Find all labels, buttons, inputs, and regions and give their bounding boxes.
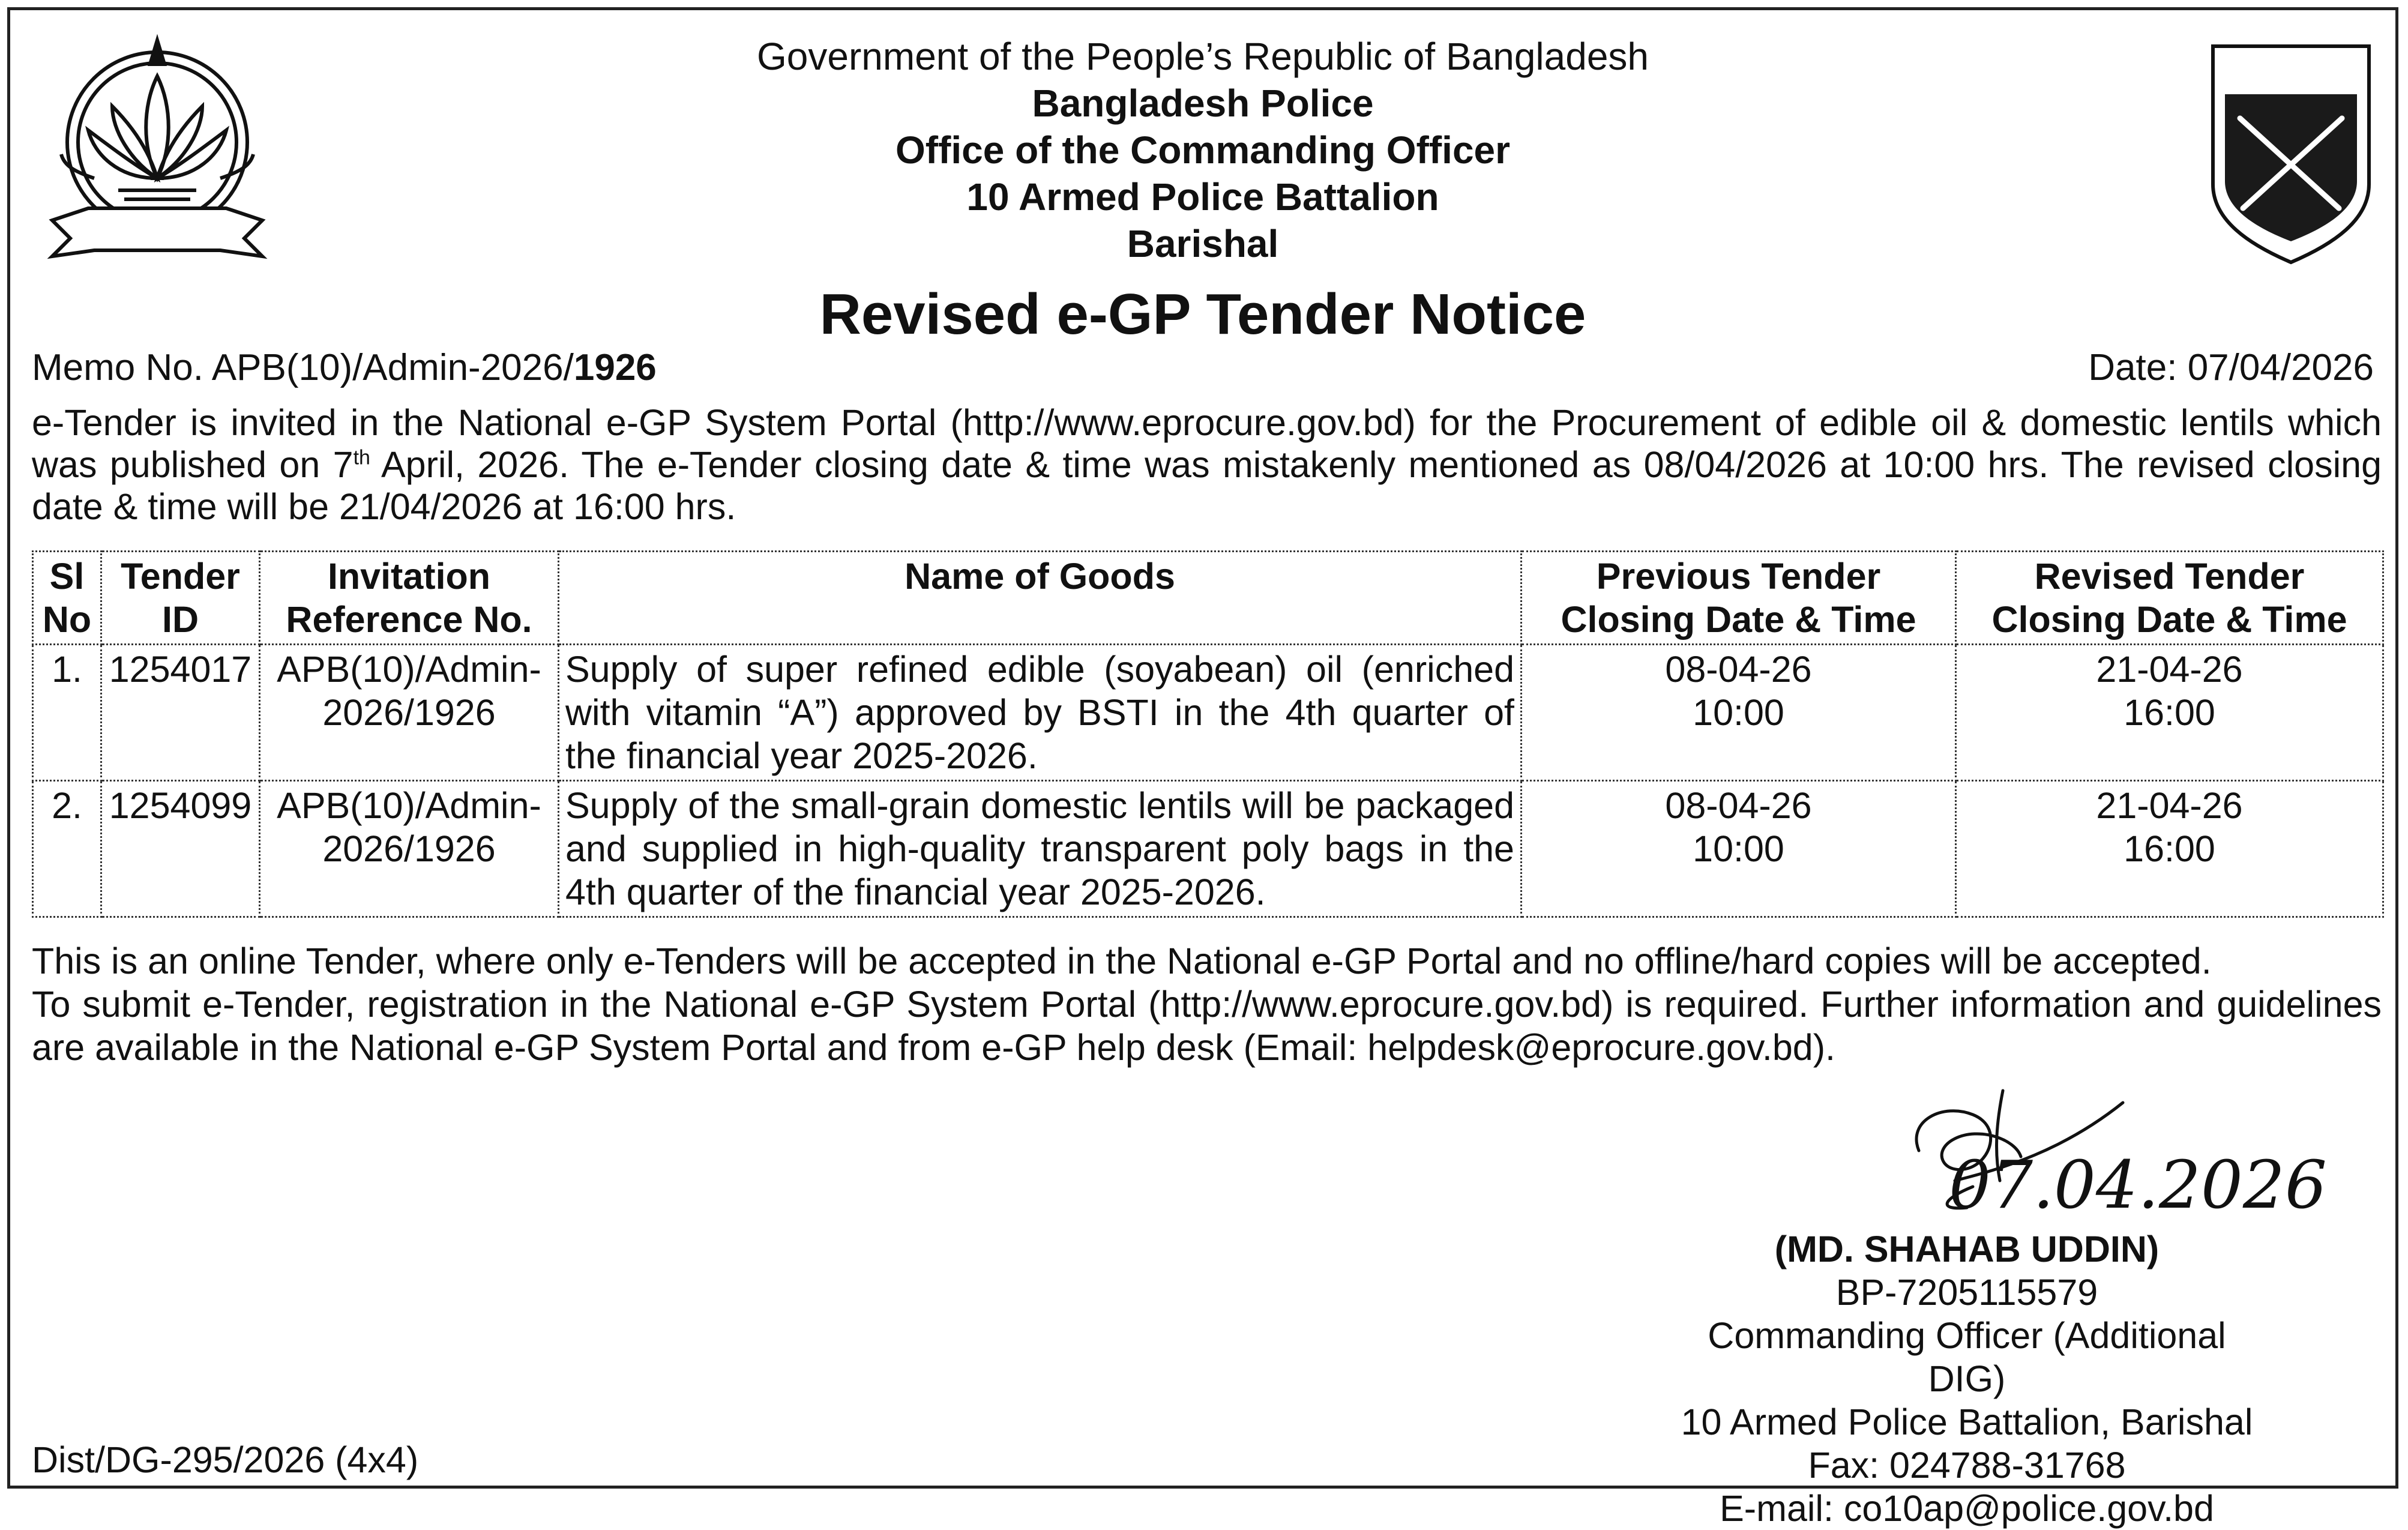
revised-time: 16:00 [2124,692,2215,733]
previous-date: 08-04-26 [1665,649,1812,690]
col-header-revised: Revised Tender Closing Date & Time [1956,552,2383,645]
tender-table [32,550,2384,918]
signatory-unit: 10 Armed Police Battalion, Barishal [1681,1402,2253,1442]
cell-sl: 1. [33,645,101,781]
signature-block [1667,1227,2267,1530]
signatory-designation: Commanding Officer (Additional DIG) [1708,1315,2226,1399]
cell-previous [1522,781,1956,917]
invitation-line-1: APB(10)/Admin- [277,649,541,690]
col-header-goods: Name of Goods [559,552,1522,645]
header-location: Barishal [1127,222,1279,265]
invitation-line-2: 2026/1926 [322,692,496,733]
col-header-tender-id: Tender ID [101,552,260,645]
table-row [33,781,2383,917]
invitation-line-2: 2026/1926 [322,828,496,869]
signatory-name: (MD. SHAHAB UDDIN) [1774,1229,2160,1269]
signatory-fax: Fax: 024788-31768 [1808,1445,2126,1486]
previous-time: 10:00 [1693,692,1784,733]
previous-time: 10:00 [1693,828,1784,869]
cell-previous [1522,645,1956,781]
memo-suffix: 1926 [573,347,657,388]
cell-invitation [260,645,559,781]
memo-prefix: Memo No. APB(10)/Admin-2026/ [32,347,574,388]
table-header-row [33,552,2383,645]
header-battalion: 10 Armed Police Battalion [966,175,1439,218]
header-office: Office of the Commanding Officer [895,128,1511,172]
intro-paragraph [32,402,2382,528]
cell-revised [1956,781,2383,917]
invitation-line-1: APB(10)/Admin- [277,785,541,826]
notice-date: Date: 07/04/2026 [2088,347,2374,388]
previous-date: 08-04-26 [1665,785,1812,826]
handwritten-date: 07.04.2026 [1949,1146,2327,1223]
cell-revised [1956,645,2383,781]
notice-page [7,7,2398,1529]
cell-sl: 2. [33,781,101,917]
distribution-code: Dist/DG-295/2026 (4x4) [32,1439,419,1480]
header-department: Bangladesh Police [1032,82,1374,125]
cell-goods: Supply of super refined edible (soyabean) oil (enriched with vitamin “A”) approved by BSTI in the 4th quarter of the financial year 2025-2026. [559,645,1522,781]
signatory-bp: BP-7205115579 [1835,1272,2098,1313]
intro-superscript: th [353,446,370,469]
intro-text-2: April, 2026. The e-Tender closing date & time was mistakenly mentioned as 08/04/2026 at 10:00 hrs. The revised closing date & time will be 21/04/2026 at 16:00 hrs. [32,444,2382,527]
online-tender-note: This is an online Tender, where only e-Tenders will be accepted in the National e-GP Portal and no offline/hard copies will be accepted. [32,941,2212,981]
registration-note: To submit e-Tender, registration in the National e-GP System Portal (http://www.eprocure.gov.bd) is required. Further information and guidelines are available in the National e-GP System Portal and from e-GP help desk (Email: helpdesk@eprocure.gov.bd). [32,984,2382,1068]
revised-date: 21-04-26 [2096,785,2243,826]
signatory-email: E-mail: co10ap@police.gov.bd [1720,1488,2214,1529]
memo-number [32,346,657,389]
revised-date: 21-04-26 [2096,649,2243,690]
cell-tender-id: 1254099 [101,781,260,917]
col-header-previous: Previous Tender Closing Date & Time [1522,552,1956,645]
cell-goods: Supply of the small-grain domestic lentils will be packaged and supplied in high-quality transparent poly bags in the 4th quarter of the financial year 2025-2026. [559,781,1522,917]
cell-invitation [260,781,559,917]
col-header-sl: Sl No [33,552,101,645]
page-title: Revised e-GP Tender Notice [819,282,1586,346]
col-header-invitation: Invitation Reference No. [260,552,559,645]
handwritten-signature [1883,1079,2339,1235]
table-row [33,645,2383,781]
revised-time: 16:00 [2124,828,2215,869]
header-government: Government of the People’s Republic of Bangladesh [757,35,1649,78]
footer-text [32,939,2382,1069]
intro-text-1: e-Tender is invited in the National e-GP System Portal (http://www.eprocure.gov.bd) for the Procurement of edible oil & domestic lentils which was published on 7 [32,402,2382,485]
cell-tender-id: 1254017 [101,645,260,781]
